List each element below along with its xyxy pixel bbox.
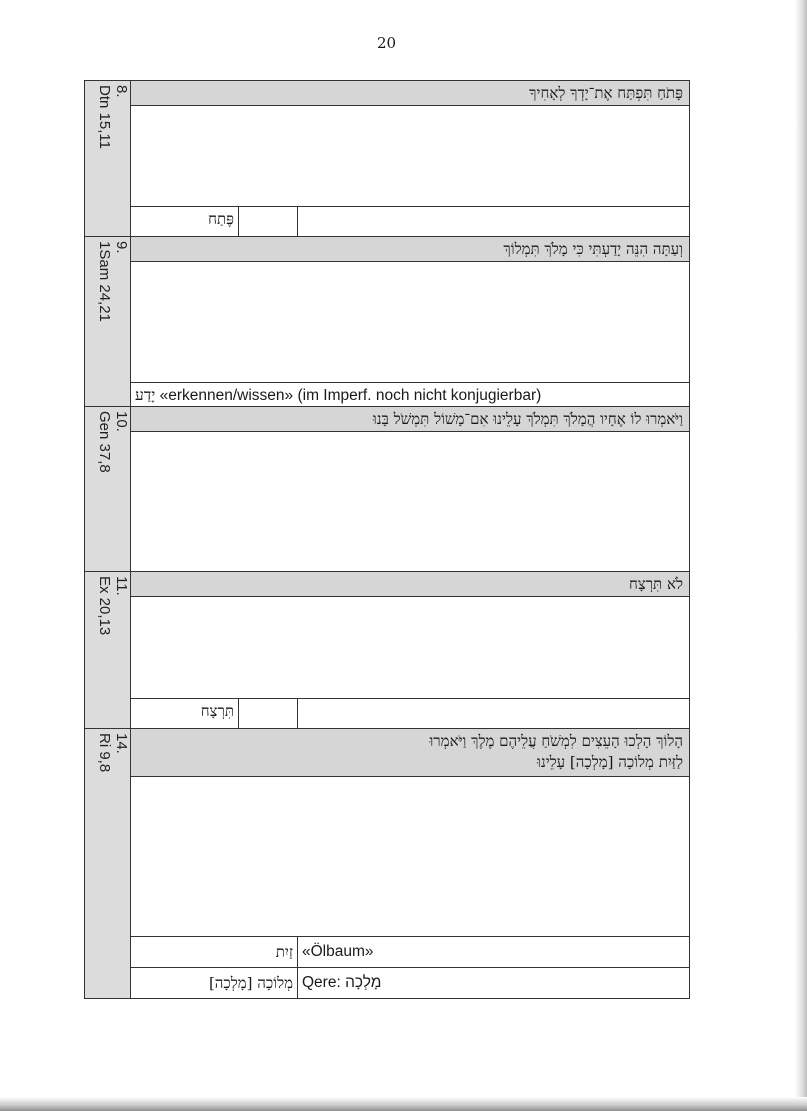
exercise-block-10 — [85, 407, 689, 572]
reference-column — [85, 729, 131, 998]
vocab-row — [131, 206, 689, 236]
scan-edge-bottom — [0, 1097, 807, 1111]
hebrew-verse — [131, 729, 689, 777]
reference-label: 10. Gen 37,8 — [96, 411, 130, 473]
vocab-form[interactable] — [239, 699, 298, 728]
vocab-note-row — [131, 382, 689, 406]
vocab-row — [131, 936, 689, 967]
reference-column — [85, 572, 131, 728]
hebrew-verse: פָּתֹחַ תִּפְתַּח אֶת־יָדְךָ לְאָחִיךָ — [131, 81, 689, 106]
answer-area[interactable] — [131, 432, 689, 571]
answer-area[interactable] — [131, 597, 689, 698]
vocab-meaning: «Ölbaum» — [302, 943, 374, 960]
hebrew-verse: לֹא תִּרְצָח — [131, 572, 689, 597]
hebrew-verse: וְעַתָּה הִנֵּה יָדַעְתִּי כִּי מָלֹךְ תִּמְלוֹךְ — [131, 237, 689, 262]
reference-label: 11. Ex 20,13 — [96, 576, 130, 636]
answer-area[interactable] — [131, 777, 689, 936]
exercise-block-14 — [85, 729, 689, 998]
reference-label: 8. Dtn 15,11 — [96, 85, 130, 149]
reference-column — [85, 237, 131, 406]
reference-label: 14. Ri 9,8 — [96, 733, 130, 773]
reference-label: 9. 1Sam 24,21 — [96, 241, 130, 322]
scan-edge-right — [795, 0, 807, 1111]
page-number: 20 — [376, 34, 397, 52]
hebrew-verse: וַיֹּאמְרוּ לוֹ אֶחָיו הֲמָלֹךְ תִּמְלֹךְ עָלֵינוּ אִם־מָשׁוֹל תִּמְשֹׁל בָּנוּ — [131, 407, 689, 432]
answer-area[interactable] — [131, 262, 689, 382]
vocab-form[interactable] — [239, 207, 298, 236]
answer-area[interactable] — [131, 106, 689, 206]
hebrew-verse-line-1: הָלוֹךְ הָלְכוּ הָעֵצִים לִמְשֹׁחַ עֲלֵיהֶם מֶלֶךְ וַיֹּאמְרוּ — [429, 732, 683, 750]
exercise-block-9 — [85, 237, 689, 407]
reference-column — [85, 407, 131, 571]
note-word: יָדַע — [135, 386, 156, 404]
vocab-meaning[interactable] — [298, 699, 689, 728]
exercise-sheet — [84, 80, 690, 999]
hebrew-verse-line-2: לַזַּיִת מְלוֹכָה [מָלְכָה] עָלֵינוּ — [536, 753, 683, 771]
exercise-block-8 — [85, 81, 689, 237]
vocab-word: מְלוֹכָה [מָלְכָה] — [131, 968, 298, 998]
vocab-meaning: Qere: מָלְכָה — [302, 974, 382, 991]
vocab-word: פֶּתַח — [131, 207, 239, 236]
reference-column — [85, 81, 131, 236]
vocab-word: זַיִת — [131, 937, 298, 967]
vocab-word: תִּרְצָח — [131, 699, 239, 728]
vocab-row — [131, 698, 689, 728]
exercise-block-11 — [85, 572, 689, 729]
vocab-row — [131, 967, 689, 998]
note-text: «erkennen/wissen» (im Imperf. noch nicht konjugierbar) — [159, 387, 542, 404]
vocab-note — [131, 383, 689, 406]
vocab-meaning[interactable] — [298, 207, 689, 236]
